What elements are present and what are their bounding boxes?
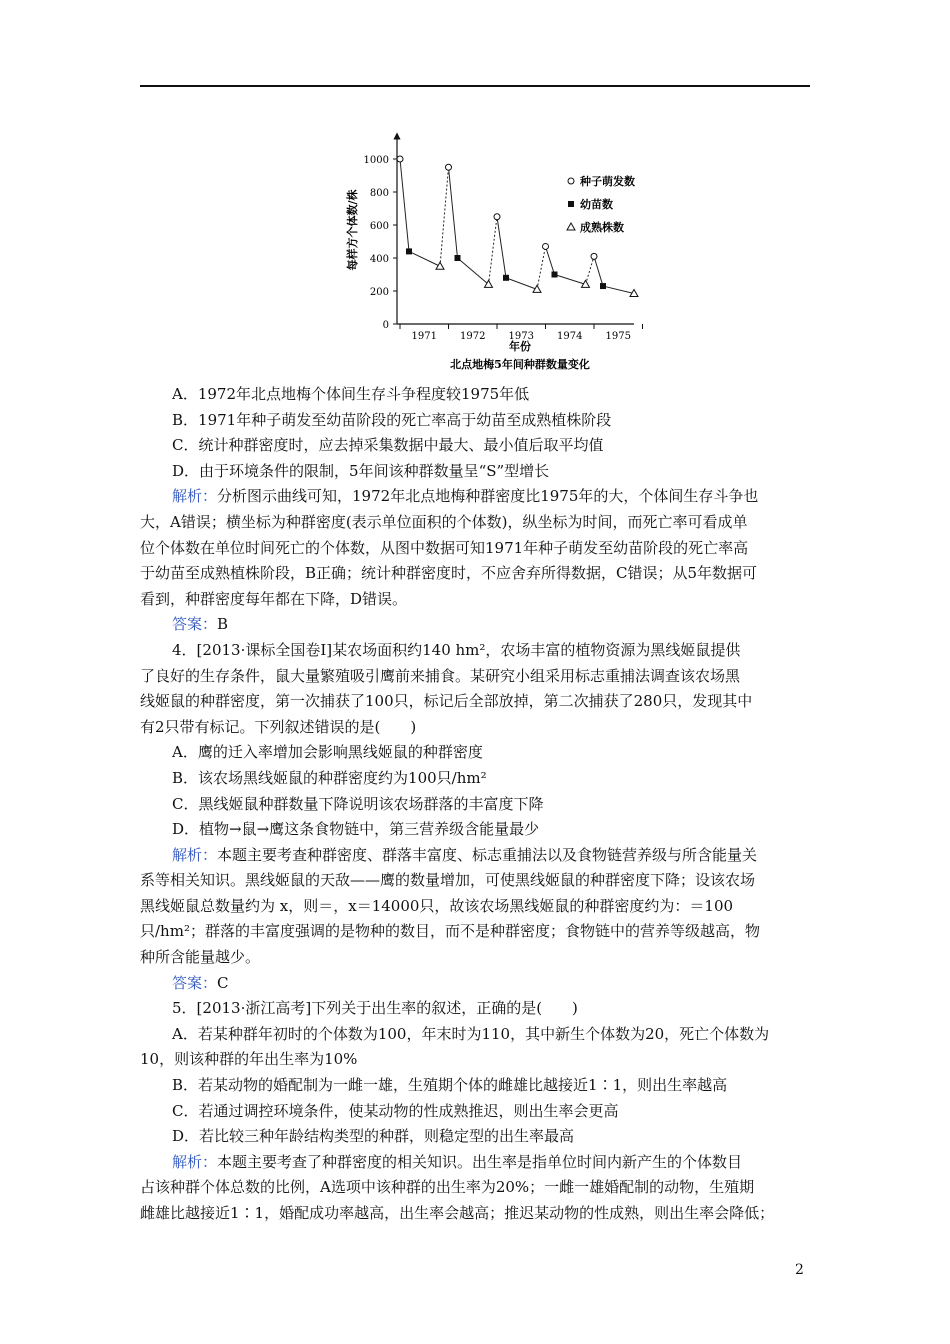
y-tick-label: 600: [369, 221, 389, 232]
q3-answer: 答案：B: [172, 615, 229, 634]
population-chart: [338, 128, 658, 378]
q3-analysis-line: 位个体数在单位时间死亡的个体数，从图中数据可知1971年种子萌发至幼苗阶段的死亡率高: [140, 538, 749, 557]
x-tick-label: 1974: [557, 331, 583, 342]
series-segment: [537, 246, 546, 289]
q5-option: C．若通过调控环境条件，使某动物的性成熟推迟，则出生率会更高: [172, 1101, 619, 1120]
series-segment: [586, 256, 595, 284]
q3-analysis-first-line: 解析：分析图示曲线可知，1972年北点地梅种群密度比1975年的大，个体间生存斗争也: [172, 487, 759, 506]
q5-option: A．若某种群年初时的个体数为100，年末时为110，其中新生个体数为20，死亡个体数为: [172, 1024, 770, 1043]
q4-stem: 有2只带有标记。下列叙述错误的是( ): [140, 717, 417, 736]
seedling-point: [503, 275, 509, 281]
q4-stem: 4．[2013·课标全国卷Ⅰ]某农场面积约140 hm²，农场丰富的植物资源为黑线姬鼠提供: [172, 640, 741, 659]
y-tick-label: 0: [382, 320, 389, 331]
legend-marker: [568, 201, 574, 207]
series-segment: [506, 278, 537, 290]
q4-answer: 答案：C: [172, 973, 229, 992]
q4-option: B．该农场黑线姬鼠的种群密度约为100只/hm²: [172, 768, 487, 787]
series-segment: [400, 159, 409, 251]
y-tick-label: 1000: [363, 155, 389, 166]
series-segment: [409, 251, 440, 266]
x-axis-label: 年份: [509, 340, 531, 353]
y-axis-label: 每样方个体数/株: [346, 189, 359, 271]
q3-option: D．由于环境条件的限制，5年间该种群数量呈“S”型增长: [172, 461, 550, 480]
mature-point: [533, 285, 541, 292]
legend-label: 种子萌发数: [580, 175, 635, 188]
q3-option: B．1971年种子萌发至幼苗阶段的死亡率高于幼苗至成熟植株阶段: [172, 410, 612, 429]
seed-point: [591, 253, 597, 259]
q4-analysis-first-line: 解析：本题主要考查种群密度、群落丰富度、标志重捕法以及食物链营养级与所含能量关: [172, 845, 758, 864]
q3-analysis-line: 于幼苗至成熟植株阶段，B正确；统计种群密度时，不应舍弃所得数据，C错误；从5年数据可: [140, 564, 758, 583]
q4-option: D．植物→鼠→鹰这条食物链中，第三营养级含能量最少: [172, 820, 540, 839]
legend-marker: [567, 223, 575, 230]
series-segment: [555, 275, 586, 285]
q3-option: A．1972年北点地梅个体间生存斗争程度较1975年低: [172, 385, 530, 403]
q3-analysis-line: 看到，种群密度每年都在下降，D错误。: [140, 589, 408, 608]
q4-option: C．黑线姬鼠种群数量下降说明该农场群落的丰富度下降: [172, 794, 544, 813]
series-segment: [440, 167, 449, 266]
x-tick-label: 1971: [411, 331, 437, 342]
seed-point: [543, 243, 549, 249]
chart-title: 北点地梅5年间种群数量变化: [450, 358, 590, 371]
q3-analysis-line: 大，A错误；横坐标为种群密度(表示单位面积的个体数)，纵坐标为时间，而死亡率可看成单: [140, 512, 748, 531]
page-number: 2: [795, 1262, 804, 1278]
q5-analysis-line: 占该种群个体总数的比例，A选项中该种群的出生率为20%；一雌一雄婚配制的动物，生殖期: [140, 1178, 755, 1197]
q4-option: A．鹰的迁入率增加会影响黑线姬鼠的种群密度: [172, 743, 483, 762]
seed-point: [446, 164, 452, 170]
q4-stem: 线姬鼠的种群密度，第一次捕获了100只，标记后全部放掉，第二次捕获了280只，发现其中: [140, 692, 753, 711]
x-tick-label: 1972: [460, 331, 486, 342]
q3-options: [140, 382, 812, 484]
series-segment: [603, 286, 634, 293]
q3-option: C．统计种群密度时，应去掉采集数据中最大、最小值后取平均值: [172, 436, 604, 455]
seedling-point: [406, 248, 412, 254]
seed-point: [494, 214, 500, 220]
legend-marker: [568, 178, 574, 184]
seed-point: [397, 156, 403, 162]
legend-label: 成熟株数: [580, 221, 624, 234]
y-tick-label: 800: [369, 188, 389, 199]
seedling-point: [600, 283, 606, 289]
series-segment: [458, 258, 489, 284]
mature-point: [436, 262, 444, 269]
q4-analysis-line: 黑线姬鼠总数量约为 x，则＝，x＝14000只，故该农场黑线姬鼠的种群密度约为：＝100: [140, 896, 734, 915]
seedling-point: [552, 272, 558, 278]
q3-analysis-label: 解析：: [172, 487, 218, 506]
series-segment: [594, 256, 603, 286]
series-segment: [497, 217, 506, 278]
q5-analysis-line: 雌雄比越接近1∶1，婚配成功率越高，出生率会越高；推迟某动物的性成熟，则出生率会降低；: [140, 1204, 775, 1222]
q4-analysis-line: 系等相关知识。黑线姬鼠的天敌——鹰的数量增加，可使黑线姬鼠的种群密度下降；设该农场: [140, 871, 756, 890]
q5-analysis-first-line: 解析：本题主要考查了种群密度的相关知识。出生率是指单位时间内新产生的个体数目: [172, 1152, 743, 1171]
document-body: [140, 382, 812, 1227]
q5-option: 10，则该种群的年出生率为10%: [140, 1050, 358, 1069]
y-tick-label: 400: [369, 254, 389, 265]
seedling-point: [455, 255, 461, 261]
q4-analysis-line: 种所含能量越少。: [140, 948, 261, 967]
series-segment: [489, 217, 498, 285]
q5-option: D．若比较三种年龄结构类型的种群，则稳定型的出生率最高: [172, 1127, 575, 1146]
q4-options: [140, 740, 812, 842]
x-tick-label: 1975: [605, 331, 631, 342]
y-tick-label: 200: [369, 287, 389, 298]
q5-stem: 5．[2013·浙江高考]下列关于出生率的叙述，正确的是( ): [172, 999, 578, 1018]
header-rule: [140, 85, 810, 87]
legend-label: 幼苗数: [580, 198, 613, 211]
q4-analysis-line: 只/hm²；群落的丰富度强调的是物种的数目，而不是种群密度；食物链中的营养等级越高，物: [140, 922, 760, 941]
q5-option: B．若某动物的婚配制为一雌一雄，生殖期个体的雌雄比越接近1∶1，则出生率越高: [172, 1076, 728, 1095]
x-tick-label: 1973: [508, 331, 534, 342]
series-segment: [546, 246, 555, 274]
q4-stem: 了良好的生存条件，鼠大量繁殖吸引鹰前来捕食。某研究小组采用标志重捕法调查该农场黑: [140, 666, 741, 685]
series-segment: [449, 167, 458, 258]
